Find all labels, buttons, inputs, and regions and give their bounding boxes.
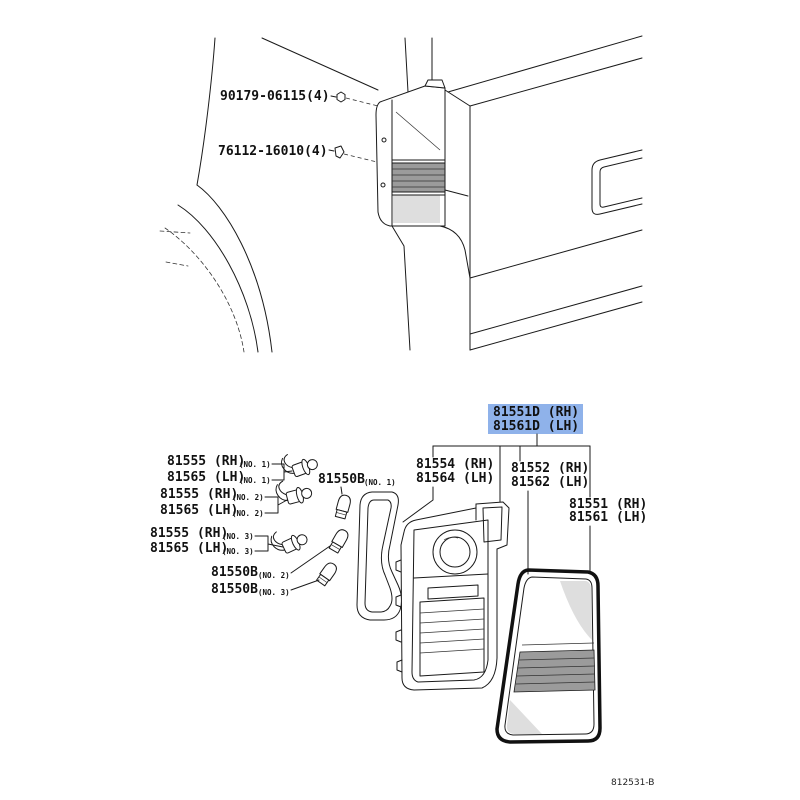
bulb-label[interactable]: 81550B — [211, 565, 258, 580]
lamp-screw — [382, 138, 386, 142]
part-label-lamp-rh[interactable]: 81551 (RH) — [569, 497, 648, 512]
bulb-number: (NO. 2) — [258, 571, 290, 580]
socket-number: (NO. 3) — [222, 532, 254, 541]
part-label-housing-lh[interactable]: 81564 (LH) — [416, 471, 495, 486]
socket-number: (NO. 2) — [232, 493, 264, 502]
rear-lamp-installed — [376, 80, 445, 226]
lamp-housing — [396, 502, 509, 690]
bulb-number: (NO. 1) — [364, 478, 396, 487]
socket-label-lh[interactable]: 81565 (LH) — [150, 541, 229, 556]
part-label-lamp-lh[interactable]: 81561 (LH) — [569, 510, 648, 525]
socket-number: (NO. 1) — [239, 476, 271, 485]
socket-label-lh[interactable]: 81565 (LH) — [167, 470, 246, 485]
socket-number: (NO. 1) — [239, 460, 271, 469]
socket-label-lh[interactable]: 81565 (LH) — [160, 503, 239, 518]
part-label-lens-lh[interactable]: 81562 (LH) — [511, 475, 590, 490]
socket-label-rh[interactable]: 81555 (RH) — [160, 487, 239, 502]
part-label-lens-rh[interactable]: 81552 (RH) — [511, 461, 590, 476]
part-label-clip[interactable]: 76112-16010(4) — [218, 144, 328, 159]
assembly-label-lh[interactable]: 81561D (LH) — [493, 419, 580, 434]
lamp-band — [392, 163, 445, 192]
lamp-screw — [381, 183, 385, 187]
socket-number: (NO. 3) — [222, 547, 254, 556]
bulb-label[interactable]: 81550B — [211, 582, 258, 597]
socket-label-rh[interactable]: 81555 (RH) — [167, 454, 246, 469]
socket-number: (NO. 2) — [232, 509, 264, 518]
assembly-label-rh[interactable]: 81551D (RH) — [493, 405, 580, 420]
diagram-code: 812531-B — [611, 778, 655, 788]
nut-icon — [337, 92, 345, 102]
part-label-housing-rh[interactable]: 81554 (RH) — [416, 457, 495, 472]
socket-label-rh[interactable]: 81555 (RH) — [150, 526, 229, 541]
lamp-top-tab — [425, 80, 445, 88]
bulb-number: (NO. 3) — [258, 588, 290, 597]
lamp-lower-shade — [393, 195, 440, 223]
lens-band — [514, 650, 595, 692]
part-label-nut[interactable]: 90179-06115(4) — [220, 89, 330, 104]
bulb-label[interactable]: 81550B — [318, 472, 365, 487]
